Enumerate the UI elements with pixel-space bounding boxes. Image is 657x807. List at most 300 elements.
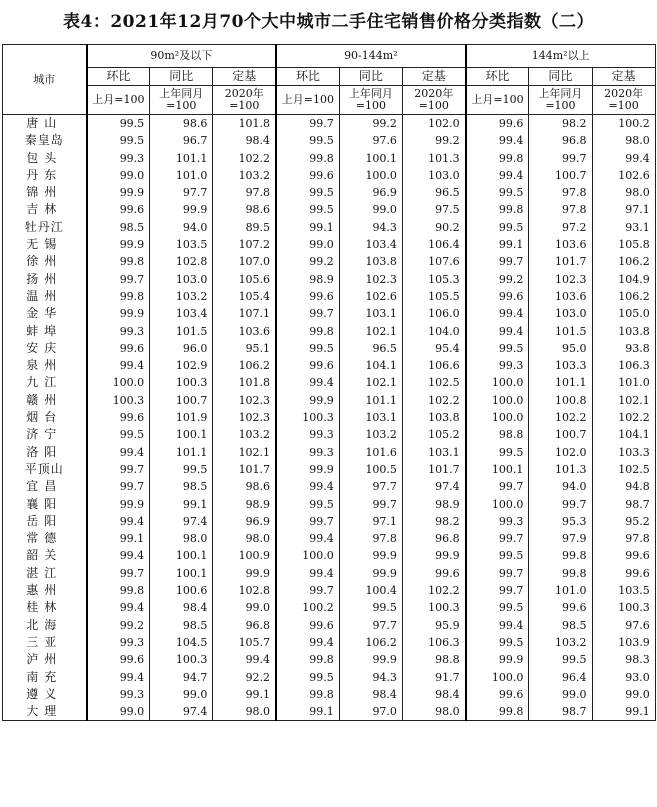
city-cell: 九江 xyxy=(3,374,87,391)
value-cell: 99.5 xyxy=(466,634,529,651)
value-cell: 99.4 xyxy=(466,132,529,149)
value-cell: 97.2 xyxy=(529,219,592,236)
value-cell: 97.8 xyxy=(213,184,276,201)
value-cell: 94.0 xyxy=(529,478,592,495)
value-cell: 102.1 xyxy=(339,323,402,340)
value-cell: 99.9 xyxy=(339,547,402,564)
value-cell: 99.5 xyxy=(276,496,339,513)
value-cell: 101.0 xyxy=(150,167,213,184)
value-cell: 100.0 xyxy=(466,409,529,426)
value-cell: 93.1 xyxy=(592,219,655,236)
value-cell: 98.4 xyxy=(150,599,213,616)
value-cell: 103.5 xyxy=(592,582,655,599)
base-header-mom: 上月=100 xyxy=(87,86,150,115)
value-cell: 97.6 xyxy=(339,132,402,149)
city-cell: 烟台 xyxy=(3,409,87,426)
table-row xyxy=(3,288,656,305)
value-cell: 100.9 xyxy=(213,547,276,564)
value-cell: 98.4 xyxy=(402,686,465,703)
city-cell: 三亚 xyxy=(3,634,87,651)
value-cell: 100.2 xyxy=(592,115,655,133)
value-cell: 94.3 xyxy=(339,219,402,236)
value-cell: 98.4 xyxy=(213,132,276,149)
value-cell: 104.1 xyxy=(592,426,655,443)
value-cell: 97.8 xyxy=(529,184,592,201)
value-cell: 100.3 xyxy=(276,409,339,426)
value-cell: 99.5 xyxy=(276,201,339,218)
city-cell: 泉州 xyxy=(3,357,87,374)
value-cell: 99.7 xyxy=(87,461,150,478)
value-cell: 99.8 xyxy=(87,288,150,305)
value-cell: 106.3 xyxy=(402,634,465,651)
value-cell: 96.9 xyxy=(213,513,276,530)
city-cell: 岳阳 xyxy=(3,513,87,530)
value-cell: 99.8 xyxy=(529,565,592,582)
value-cell: 99.4 xyxy=(276,530,339,547)
value-cell: 102.2 xyxy=(402,582,465,599)
value-cell: 99.8 xyxy=(276,150,339,167)
value-cell: 99.2 xyxy=(339,115,402,133)
value-cell: 99.8 xyxy=(276,686,339,703)
city-cell: 徐州 xyxy=(3,253,87,270)
value-cell: 102.2 xyxy=(213,150,276,167)
value-cell: 105.6 xyxy=(213,271,276,288)
value-cell: 99.4 xyxy=(87,547,150,564)
value-cell: 99.9 xyxy=(339,651,402,668)
table-row xyxy=(3,392,656,409)
value-cell: 96.4 xyxy=(529,669,592,686)
value-cell: 99.7 xyxy=(87,271,150,288)
value-cell: 100.7 xyxy=(150,392,213,409)
table-row xyxy=(3,132,656,149)
value-cell: 103.6 xyxy=(529,288,592,305)
table-row xyxy=(3,461,656,478)
value-cell: 99.6 xyxy=(87,651,150,668)
table-row xyxy=(3,219,656,236)
value-cell: 102.5 xyxy=(592,461,655,478)
value-cell: 106.6 xyxy=(402,357,465,374)
value-cell: 102.8 xyxy=(213,582,276,599)
value-cell: 99.1 xyxy=(276,219,339,236)
value-cell: 99.6 xyxy=(402,565,465,582)
value-cell: 98.0 xyxy=(150,530,213,547)
value-cell: 101.7 xyxy=(402,461,465,478)
value-cell: 99.1 xyxy=(87,530,150,547)
value-cell: 100.3 xyxy=(402,599,465,616)
value-cell: 103.5 xyxy=(150,236,213,253)
table-row xyxy=(3,357,656,374)
value-cell: 97.4 xyxy=(150,513,213,530)
value-cell: 102.3 xyxy=(529,271,592,288)
value-cell: 101.7 xyxy=(213,461,276,478)
city-cell: 扬州 xyxy=(3,271,87,288)
value-cell: 106.0 xyxy=(402,305,465,322)
value-cell: 99.4 xyxy=(466,617,529,634)
value-cell: 98.6 xyxy=(213,478,276,495)
value-cell: 103.2 xyxy=(213,167,276,184)
value-cell: 99.7 xyxy=(339,496,402,513)
value-cell: 99.3 xyxy=(466,357,529,374)
base-header-fixed: 2020年=100 xyxy=(402,86,465,115)
value-cell: 103.1 xyxy=(339,305,402,322)
sub-header-yoy: 同比 xyxy=(529,68,592,86)
value-cell: 99.3 xyxy=(87,634,150,651)
value-cell: 97.0 xyxy=(339,703,402,721)
city-cell: 蚌埠 xyxy=(3,323,87,340)
value-cell: 99.9 xyxy=(87,496,150,513)
value-cell: 102.2 xyxy=(592,409,655,426)
value-cell: 90.2 xyxy=(402,219,465,236)
value-cell: 98.9 xyxy=(402,496,465,513)
city-cell: 韶关 xyxy=(3,547,87,564)
city-cell: 泸州 xyxy=(3,651,87,668)
value-cell: 102.1 xyxy=(213,444,276,461)
value-cell: 97.8 xyxy=(592,530,655,547)
value-cell: 102.2 xyxy=(529,409,592,426)
value-cell: 98.2 xyxy=(402,513,465,530)
value-cell: 94.0 xyxy=(150,219,213,236)
value-cell: 99.6 xyxy=(466,115,529,133)
city-cell: 大理 xyxy=(3,703,87,721)
table-row xyxy=(3,651,656,668)
value-cell: 94.3 xyxy=(339,669,402,686)
value-cell: 99.4 xyxy=(466,167,529,184)
sub-header-fixed: 定基 xyxy=(592,68,655,86)
value-cell: 100.3 xyxy=(592,599,655,616)
value-cell: 99.1 xyxy=(466,236,529,253)
value-cell: 99.0 xyxy=(592,686,655,703)
city-cell: 宜昌 xyxy=(3,478,87,495)
table-row xyxy=(3,634,656,651)
table-body xyxy=(3,115,656,721)
value-cell: 95.9 xyxy=(402,617,465,634)
value-cell: 100.0 xyxy=(466,669,529,686)
table-row xyxy=(3,201,656,218)
value-cell: 99.7 xyxy=(276,513,339,530)
value-cell: 97.8 xyxy=(339,530,402,547)
value-cell: 107.2 xyxy=(213,236,276,253)
value-cell: 99.0 xyxy=(150,686,213,703)
value-cell: 99.6 xyxy=(466,288,529,305)
value-cell: 99.3 xyxy=(276,426,339,443)
value-cell: 101.0 xyxy=(529,582,592,599)
value-cell: 98.0 xyxy=(402,703,465,721)
value-cell: 94.8 xyxy=(592,478,655,495)
city-cell: 遵义 xyxy=(3,686,87,703)
value-cell: 99.8 xyxy=(87,582,150,599)
value-cell: 103.6 xyxy=(529,236,592,253)
value-cell: 99.9 xyxy=(402,547,465,564)
value-cell: 99.4 xyxy=(87,513,150,530)
value-cell: 97.6 xyxy=(592,617,655,634)
value-cell: 100.1 xyxy=(466,461,529,478)
value-cell: 103.2 xyxy=(150,288,213,305)
value-cell: 100.0 xyxy=(466,496,529,513)
value-cell: 99.0 xyxy=(87,167,150,184)
value-cell: 99.5 xyxy=(87,115,150,133)
value-cell: 104.9 xyxy=(592,271,655,288)
price-index-table xyxy=(2,44,656,721)
value-cell: 98.7 xyxy=(592,496,655,513)
value-cell: 97.4 xyxy=(150,703,213,721)
value-cell: 99.6 xyxy=(529,599,592,616)
table-row xyxy=(3,669,656,686)
sub-header-yoy: 同比 xyxy=(150,68,213,86)
value-cell: 100.0 xyxy=(466,392,529,409)
value-cell: 106.2 xyxy=(592,253,655,270)
group-header-medium: 90-144m² xyxy=(276,45,466,68)
value-cell: 99.2 xyxy=(87,617,150,634)
value-cell: 94.7 xyxy=(150,669,213,686)
value-cell: 99.4 xyxy=(87,444,150,461)
value-cell: 99.7 xyxy=(466,582,529,599)
value-cell: 98.9 xyxy=(276,271,339,288)
value-cell: 99.5 xyxy=(276,669,339,686)
value-cell: 103.2 xyxy=(339,426,402,443)
value-cell: 99.9 xyxy=(276,392,339,409)
value-cell: 99.6 xyxy=(466,686,529,703)
value-cell: 102.1 xyxy=(339,374,402,391)
value-cell: 105.3 xyxy=(402,271,465,288)
value-cell: 96.5 xyxy=(339,340,402,357)
sub-header-mom: 环比 xyxy=(87,68,150,86)
value-cell: 99.8 xyxy=(276,651,339,668)
value-cell: 100.1 xyxy=(150,565,213,582)
value-cell: 99.7 xyxy=(466,478,529,495)
value-cell: 96.8 xyxy=(402,530,465,547)
value-cell: 103.2 xyxy=(529,634,592,651)
value-cell: 104.5 xyxy=(150,634,213,651)
value-cell: 101.5 xyxy=(150,323,213,340)
value-cell: 99.6 xyxy=(87,201,150,218)
value-cell: 99.5 xyxy=(466,444,529,461)
value-cell: 100.1 xyxy=(339,150,402,167)
value-cell: 106.2 xyxy=(592,288,655,305)
value-cell: 103.8 xyxy=(592,323,655,340)
value-cell: 99.0 xyxy=(529,686,592,703)
value-cell: 101.1 xyxy=(150,150,213,167)
city-cell: 安庆 xyxy=(3,340,87,357)
group-header-large: 144m²以上 xyxy=(466,45,656,68)
value-cell: 103.8 xyxy=(339,253,402,270)
value-cell: 99.7 xyxy=(276,582,339,599)
city-cell: 平顶山 xyxy=(3,461,87,478)
base-header-yoy: 上年同月=100 xyxy=(529,86,592,115)
value-cell: 99.5 xyxy=(339,599,402,616)
value-cell: 99.7 xyxy=(529,496,592,513)
value-cell: 99.0 xyxy=(339,201,402,218)
value-cell: 99.4 xyxy=(276,565,339,582)
value-cell: 103.2 xyxy=(213,426,276,443)
value-cell: 103.6 xyxy=(213,323,276,340)
city-cell: 北海 xyxy=(3,617,87,634)
value-cell: 97.9 xyxy=(529,530,592,547)
value-cell: 96.5 xyxy=(402,184,465,201)
value-cell: 99.9 xyxy=(87,305,150,322)
table-row xyxy=(3,323,656,340)
value-cell: 100.1 xyxy=(150,426,213,443)
group-header-small: 90m²及以下 xyxy=(87,45,277,68)
value-cell: 98.7 xyxy=(529,703,592,721)
value-cell: 99.9 xyxy=(87,184,150,201)
sub-header-fixed: 定基 xyxy=(402,68,465,86)
value-cell: 99.5 xyxy=(466,340,529,357)
value-cell: 99.5 xyxy=(276,340,339,357)
value-cell: 99.5 xyxy=(150,461,213,478)
value-cell: 99.6 xyxy=(592,547,655,564)
city-cell: 秦皇岛 xyxy=(3,132,87,149)
table-row xyxy=(3,374,656,391)
table-row xyxy=(3,426,656,443)
base-header-mom: 上月=100 xyxy=(466,86,529,115)
value-cell: 98.8 xyxy=(466,426,529,443)
value-cell: 101.5 xyxy=(529,323,592,340)
value-cell: 98.5 xyxy=(529,617,592,634)
value-cell: 99.9 xyxy=(466,651,529,668)
value-cell: 101.9 xyxy=(150,409,213,426)
sub-header-fixed: 定基 xyxy=(213,68,276,86)
value-cell: 103.9 xyxy=(592,634,655,651)
value-cell: 99.1 xyxy=(150,496,213,513)
value-cell: 99.8 xyxy=(87,253,150,270)
value-cell: 100.3 xyxy=(150,374,213,391)
value-cell: 101.3 xyxy=(402,150,465,167)
value-cell: 99.2 xyxy=(402,132,465,149)
value-cell: 99.6 xyxy=(276,357,339,374)
value-cell: 98.5 xyxy=(87,219,150,236)
value-cell: 99.0 xyxy=(213,599,276,616)
value-cell: 99.9 xyxy=(213,565,276,582)
value-cell: 99.5 xyxy=(529,651,592,668)
value-cell: 101.0 xyxy=(592,374,655,391)
value-cell: 105.5 xyxy=(402,288,465,305)
table-row xyxy=(3,167,656,184)
value-cell: 99.7 xyxy=(87,478,150,495)
value-cell: 99.6 xyxy=(592,565,655,582)
value-cell: 103.4 xyxy=(150,305,213,322)
value-cell: 96.9 xyxy=(339,184,402,201)
value-cell: 99.8 xyxy=(466,150,529,167)
value-cell: 103.8 xyxy=(402,409,465,426)
value-cell: 101.3 xyxy=(529,461,592,478)
table-row xyxy=(3,340,656,357)
table-row xyxy=(3,478,656,495)
value-cell: 96.7 xyxy=(150,132,213,149)
city-cell: 桂林 xyxy=(3,599,87,616)
table-row xyxy=(3,150,656,167)
value-cell: 99.0 xyxy=(87,703,150,721)
value-cell: 99.3 xyxy=(87,323,150,340)
value-cell: 102.3 xyxy=(213,409,276,426)
value-cell: 99.7 xyxy=(466,565,529,582)
value-cell: 91.7 xyxy=(402,669,465,686)
value-cell: 102.3 xyxy=(339,271,402,288)
value-cell: 99.2 xyxy=(466,271,529,288)
value-cell: 105.2 xyxy=(402,426,465,443)
base-header-yoy: 上年同月=100 xyxy=(150,86,213,115)
value-cell: 101.8 xyxy=(213,374,276,391)
value-cell: 99.7 xyxy=(276,305,339,322)
base-header-fixed: 2020年=100 xyxy=(213,86,276,115)
value-cell: 98.0 xyxy=(213,530,276,547)
city-cell: 丹东 xyxy=(3,167,87,184)
value-cell: 99.8 xyxy=(529,547,592,564)
value-cell: 99.8 xyxy=(276,323,339,340)
value-cell: 97.1 xyxy=(339,513,402,530)
value-cell: 106.2 xyxy=(339,634,402,651)
value-cell: 100.7 xyxy=(529,167,592,184)
value-cell: 96.8 xyxy=(213,617,276,634)
value-cell: 99.9 xyxy=(276,461,339,478)
value-cell: 102.0 xyxy=(402,115,465,133)
city-cell: 惠州 xyxy=(3,582,87,599)
value-cell: 99.4 xyxy=(87,669,150,686)
value-cell: 99.7 xyxy=(529,150,592,167)
value-cell: 103.1 xyxy=(339,409,402,426)
value-cell: 98.2 xyxy=(529,115,592,133)
city-cell: 洛阳 xyxy=(3,444,87,461)
value-cell: 100.3 xyxy=(150,651,213,668)
value-cell: 95.4 xyxy=(402,340,465,357)
table-row xyxy=(3,617,656,634)
table-row xyxy=(3,513,656,530)
value-cell: 99.6 xyxy=(87,340,150,357)
value-cell: 99.5 xyxy=(466,547,529,564)
value-cell: 99.3 xyxy=(87,686,150,703)
city-cell: 温州 xyxy=(3,288,87,305)
table-row xyxy=(3,582,656,599)
value-cell: 99.1 xyxy=(592,703,655,721)
table-row xyxy=(3,184,656,201)
value-cell: 98.3 xyxy=(592,651,655,668)
table-row xyxy=(3,115,656,133)
base-header-fixed: 2020年=100 xyxy=(592,86,655,115)
value-cell: 99.5 xyxy=(276,132,339,149)
value-cell: 99.7 xyxy=(276,115,339,133)
value-cell: 99.6 xyxy=(276,288,339,305)
value-cell: 106.3 xyxy=(592,357,655,374)
value-cell: 99.4 xyxy=(592,150,655,167)
value-cell: 99.4 xyxy=(276,478,339,495)
value-cell: 101.6 xyxy=(339,444,402,461)
value-cell: 107.6 xyxy=(402,253,465,270)
value-cell: 97.4 xyxy=(402,478,465,495)
base-header-mom: 上月=100 xyxy=(276,86,339,115)
value-cell: 95.3 xyxy=(529,513,592,530)
value-cell: 100.5 xyxy=(339,461,402,478)
value-cell: 97.7 xyxy=(339,478,402,495)
value-cell: 99.1 xyxy=(213,686,276,703)
value-cell: 102.0 xyxy=(529,444,592,461)
value-cell: 99.4 xyxy=(87,357,150,374)
value-cell: 105.4 xyxy=(213,288,276,305)
value-cell: 104.1 xyxy=(339,357,402,374)
value-cell: 103.0 xyxy=(150,271,213,288)
value-cell: 99.5 xyxy=(466,219,529,236)
value-cell: 106.4 xyxy=(402,236,465,253)
value-cell: 103.0 xyxy=(402,167,465,184)
value-cell: 95.1 xyxy=(213,340,276,357)
value-cell: 105.0 xyxy=(592,305,655,322)
value-cell: 102.3 xyxy=(213,392,276,409)
city-cell: 南充 xyxy=(3,669,87,686)
value-cell: 99.3 xyxy=(466,513,529,530)
value-cell: 99.3 xyxy=(276,444,339,461)
table-title: 表4：2021年12月70个大中城市二手住宅销售价格分类指数（二） xyxy=(63,12,594,32)
value-cell: 99.4 xyxy=(466,323,529,340)
value-cell: 101.8 xyxy=(213,115,276,133)
city-cell: 济宁 xyxy=(3,426,87,443)
